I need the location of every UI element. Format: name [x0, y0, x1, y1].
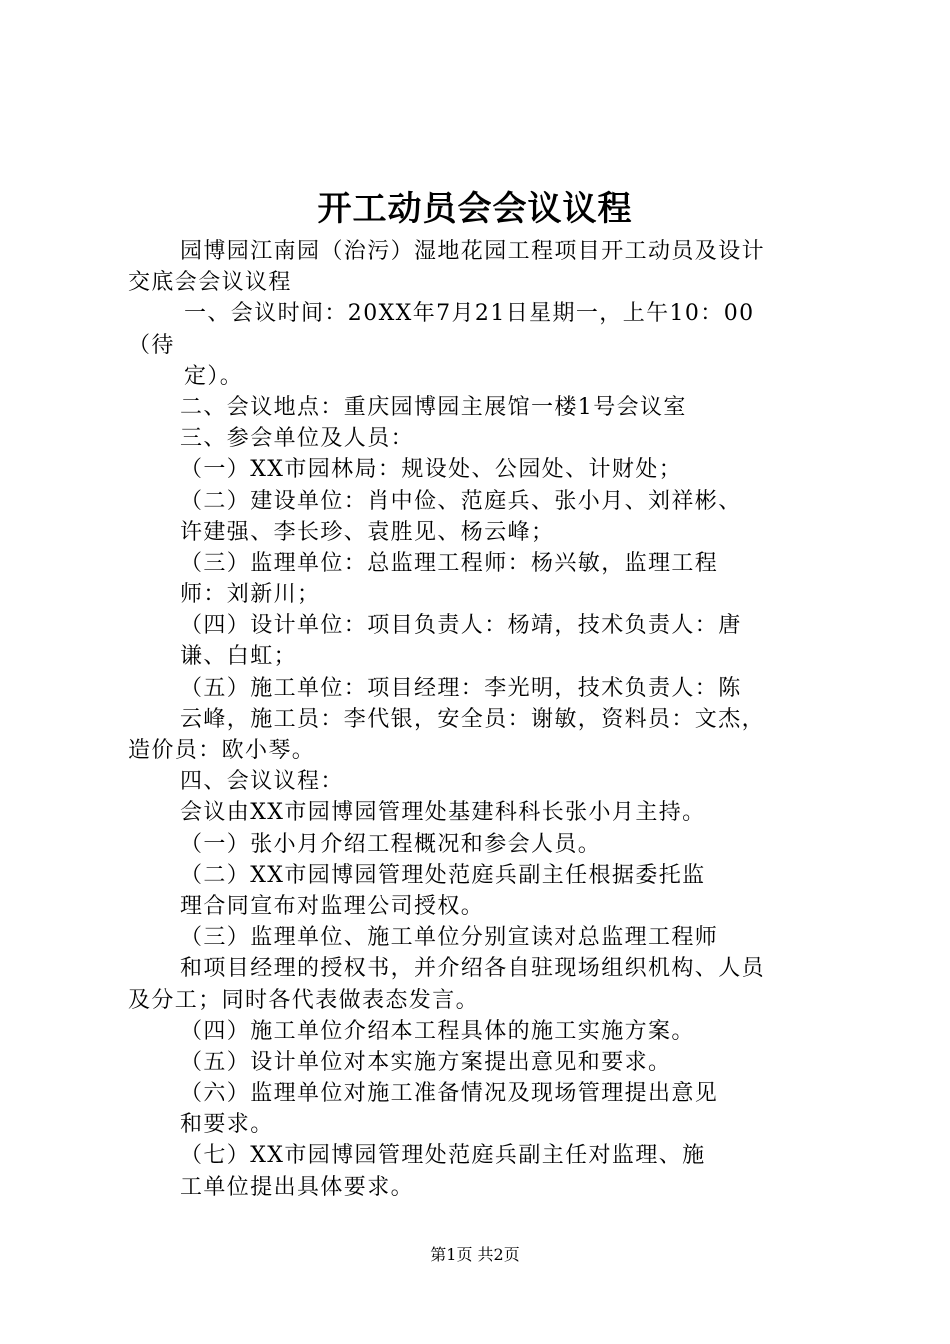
body-line: （三）监理单位：总监理工程师：杨兴敏，监理工程 [180, 550, 719, 576]
body-line: 一、会议时间：20XX年7月21日星期一，上午10：00 [184, 301, 755, 327]
body-line: 工单位提出具体要求。 [180, 1174, 415, 1200]
page-number-footer: 第1页 共2页 [430, 1245, 520, 1264]
body-line: （五）设计单位对本实施方案提出意见和要求。 [180, 1049, 672, 1075]
body-line: （三）监理单位、施工单位分别宣读对总监理工程师 [180, 925, 719, 951]
body-line: 及分工；同时各代表做表态发言。 [128, 987, 480, 1013]
body-line: 二、会议地点：重庆园博园主展馆一楼1号会议室 [180, 394, 687, 420]
body-line: （一）张小月介绍工程概况和参会人员。 [180, 831, 602, 857]
document-body [128, 236, 840, 1203]
body-line: 交底会会议议程 [128, 270, 292, 296]
body-line: 定）。 [184, 363, 244, 389]
body-line: 园博园江南园（治污）湿地花园工程项目开工动员及设计 [180, 239, 766, 264]
body-line: （四）设计单位：项目负责人：杨靖，技术负责人：唐 [180, 613, 742, 639]
body-line: 理合同宣布对监理公司授权。 [180, 893, 485, 919]
body-line: 和项目经理的授权书，并介绍各自驻现场组织机构、人员 [180, 956, 766, 982]
body-line: （五）施工单位：项目经理：李光明，技术负责人：陈 [180, 675, 742, 701]
body-line: （二）XX市园博园管理处范庭兵副主任根据委托监 [180, 862, 706, 888]
body-line: 三、参会单位及人员： [180, 426, 415, 452]
body-line: （七）XX市园博园管理处范庭兵副主任对监理、施 [180, 1143, 706, 1169]
body-line: （待 [128, 332, 175, 358]
body-line: 造价员：欧小琴。 [128, 738, 316, 763]
body-line: 师：刘新川； [180, 582, 321, 608]
body-line: 谦、白虹； [180, 644, 298, 670]
body-line: （六）监理单位对施工准备情况及现场管理提出意见 [180, 1081, 719, 1107]
body-line: （一）XX市园林局：规设处、公园处、计财处； [180, 457, 683, 483]
body-line: 会议由XX市园博园管理处基建科科长张小月主持。 [180, 800, 706, 826]
body-line: （四）施工单位介绍本工程具体的施工实施方案。 [180, 1018, 695, 1044]
body-line: （二）建设单位：肖中俭、范庭兵、张小月、刘祥彬、 [180, 488, 742, 514]
body-line: 云峰，施工员：李代银，安全员：谢敏，资料员：文杰， [180, 706, 766, 732]
document-title: 开工动员会会议议程 [317, 189, 633, 229]
body-line: 四、会议议程： [180, 769, 344, 795]
body-line: 和要求。 [180, 1112, 274, 1138]
body-line: 许建强、李长珍、袁胜见、杨云峰； [180, 519, 555, 545]
